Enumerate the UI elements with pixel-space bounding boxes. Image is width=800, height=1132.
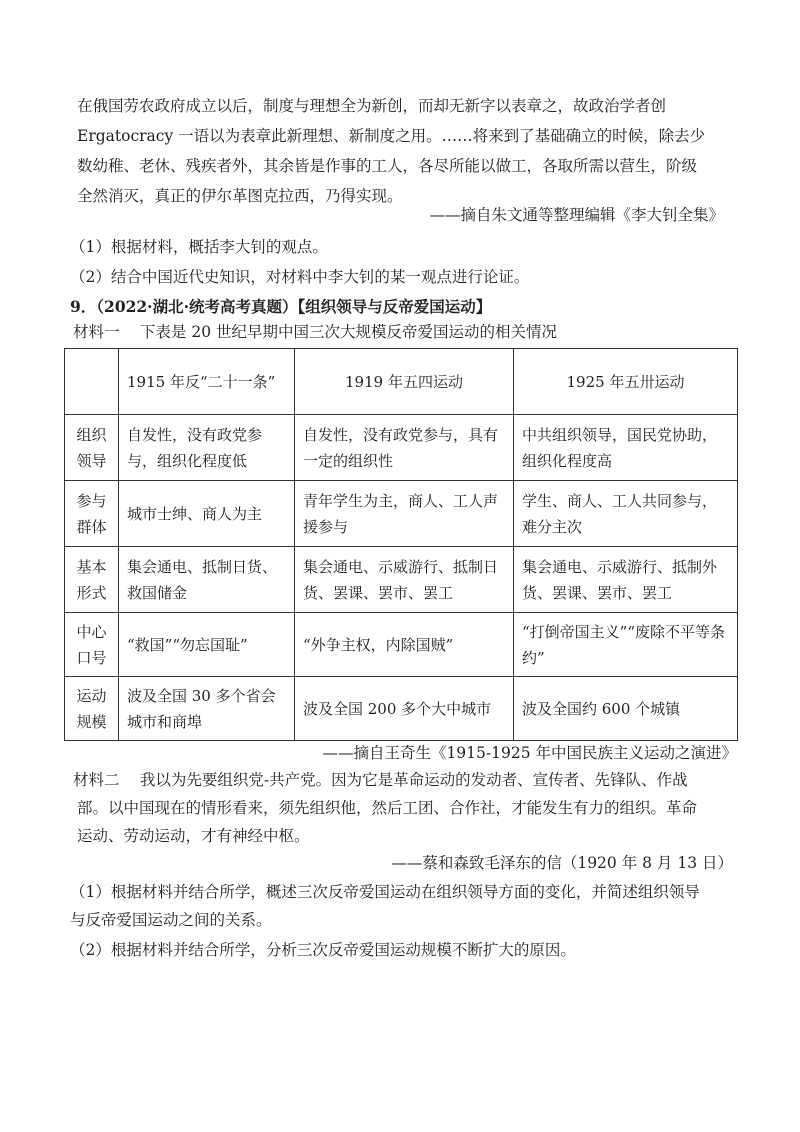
table-cell: 波及全国 200 多个大中城市 (295, 677, 514, 741)
table-cell: 自发性，没有政党参与，组织化程度低 (119, 415, 295, 481)
table-corner-cell (65, 349, 119, 415)
material2-source: ——蔡和森致毛泽东的信（1920 年 8 月 13 日） (391, 854, 733, 872)
table-source: ——摘自王奇生《1915-1925 年中国民族主义运动之演进》 (322, 744, 737, 762)
table-cell: 集会通电、示威游行、抵制日货、罢课、罢市、罢工 (295, 547, 514, 613)
table-cell: 青年学生为主，商人、工人声援参与 (295, 481, 514, 547)
q8-subquestion-1: （1）根据材料，概括李大钊的观点。 (70, 238, 328, 256)
table-header-row (65, 349, 738, 415)
table-cell: “救国”“勿忘国耻” (119, 613, 295, 677)
row-label-leadership: 组织领导 (65, 415, 119, 481)
table-cell: 集会通电、抵制日货、救国储金 (119, 547, 295, 613)
table-row (65, 677, 738, 741)
q9-subquestion-1-line-2: 与反帝爱国运动之间的关系。 (70, 911, 272, 929)
table-row (65, 613, 738, 677)
passage-source: ——摘自朱文通等整理编辑《李大钊全集》 (429, 206, 724, 224)
passage-line-4: 全然消灭，真正的伊尔革图克拉西，乃得实现。 (77, 187, 403, 205)
q8-subquestion-2: （2）结合中国近代史知识，对材料中李大钊的某一观点进行论证。 (70, 268, 530, 286)
table-cell: “外争主权，内除国贼” (295, 613, 514, 677)
table-cell: 集会通电、示威游行、抵制外货、罢课、罢市、罢工 (514, 547, 738, 613)
table-row (65, 481, 738, 547)
table-cell: 波及全国约 600 个城镇 (514, 677, 738, 741)
q9-subquestion-1-line-1: （1）根据材料并结合所学，概述三次反帝爱国运动在组织领导方面的变化，并简述组织领导 (70, 883, 700, 901)
table-cell: 自发性，没有政党参与，具有一定的组织性 (295, 415, 514, 481)
col-header-1919: 1919 年五四运动 (295, 349, 514, 415)
q9-title: 9．（2022·湖北·统考高考真题）【组织领导与反帝爱国运动】 (70, 297, 492, 316)
table-cell: 学生、商人、工人共同参与，难分主次 (514, 481, 738, 547)
material1-intro: 材料一 下表是 20 世纪早期中国三次大规模反帝爱国运动的相关情况 (73, 323, 558, 341)
passage-line-2: Ergatocracy 一语以为表章此新理想、新制度之用。……将来到了基础确立的时候，除去少 (77, 127, 706, 145)
row-label-participants: 参与群体 (65, 481, 119, 547)
table-cell: 中共组织领导，国民党协助，组织化程度高 (514, 415, 738, 481)
movements-table (64, 348, 738, 741)
table-cell: 波及全国 30 多个省会城市和商埠 (119, 677, 295, 741)
table-row (65, 547, 738, 613)
row-label-scale: 运动规模 (65, 677, 119, 741)
passage-line-1: 在俄国劳农政府成立以后，制度与理想全为新创，而却无新字以表章之，故政治学者创 (77, 97, 667, 115)
material2-line-2: 部。以中国现在的情形看来，须先组织他，然后工团、合作社，才能发生有力的组织。革命 (77, 799, 698, 817)
col-header-1915: 1915 年反“二十一条” (119, 349, 295, 415)
passage-line-3: 数幼稚、老休、残疾者外，其余皆是作事的工人，各尽所能以做工，各取所需以营生，阶级 (77, 157, 698, 175)
table-cell: 城市士绅、商人为主 (119, 481, 295, 547)
col-header-1925: 1925 年五卅运动 (514, 349, 738, 415)
table-row (65, 415, 738, 481)
material2-line-3: 运动、劳动运动，才有神经中枢。 (77, 827, 310, 845)
row-label-forms: 基本形式 (65, 547, 119, 613)
table-cell: “打倒帝国主义”“废除不平等条约” (514, 613, 738, 677)
q9-subquestion-2: （2）根据材料并结合所学，分析三次反帝爱国运动规模不断扩大的原因。 (70, 941, 576, 959)
material2-line-1: 材料二 我以为先要组织党-共产党。因为它是革命运动的发动者、宣传者、先锋队、作战 (73, 771, 688, 789)
row-label-slogans: 中心口号 (65, 613, 119, 677)
